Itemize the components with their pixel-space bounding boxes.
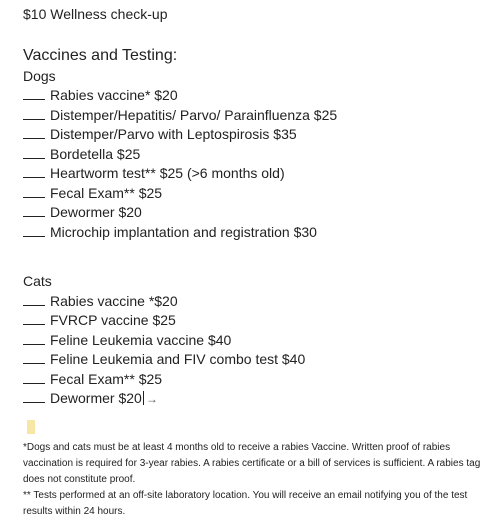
list-item-cat: [23, 389, 493, 409]
list-item-dog: [23, 106, 493, 126]
dogs-heading: Dogs: [23, 67, 56, 84]
list-item-dog: [23, 164, 493, 184]
list-item-dog: [23, 145, 493, 165]
blank-line: [23, 312, 45, 325]
list-item-dog: [23, 184, 493, 204]
spacer: [23, 242, 493, 272]
item-text: Dewormer $20: [50, 390, 142, 406]
item-text: Fecal Exam** $25: [50, 184, 163, 201]
comment-marker[interactable]: [27, 420, 35, 434]
blank-line: [23, 146, 45, 159]
item-text: Dewormer $20: [50, 204, 142, 220]
item-text: Microchip implantation and registration $30: [50, 223, 317, 240]
blank-line: [23, 293, 45, 306]
item-text: Distemper/Parvo with Leptospirosis $35: [50, 126, 297, 142]
blank-line: [23, 371, 45, 384]
item-text: Rabies vaccine* $20: [50, 87, 178, 103]
list-item-dog: [23, 223, 493, 243]
blank-line: [23, 390, 45, 403]
blank-line: [23, 351, 45, 364]
item-text: Feline Leukemia vaccine $40: [50, 331, 232, 348]
blank-line: [23, 332, 45, 345]
arrow-right-icon: →: [145, 392, 158, 406]
list-item-cat: [23, 370, 493, 390]
cats-heading: Cats: [23, 273, 52, 289]
list-item-cat: [23, 331, 493, 351]
list-item-cat: [23, 292, 493, 312]
item-text: Distemper/Hepatitis/ Parvo/ Parainfluenza $25: [50, 106, 338, 123]
item-text: Fecal Exam** $25: [50, 370, 163, 387]
blank-line: [23, 224, 45, 237]
footnote-rabies: *Dogs and cats must be at least 4 months old to receive a rabies Vaccine. Written proof of rabies vaccination is required for 3-year rabies. A rabies certificate or a bill of services is sufficient. A rabies tag does not constitute proof.: [23, 442, 481, 485]
blank-line: [23, 126, 45, 139]
wellness-line: $10 Wellness check-up: [23, 6, 168, 22]
blank-line: [23, 87, 45, 100]
blank-line: [23, 204, 45, 217]
blank-line: [23, 107, 45, 120]
text-cursor-icon: [143, 391, 144, 405]
item-text: Rabies vaccine *$20: [50, 292, 178, 309]
list-item-dog: [23, 203, 493, 223]
list-item-cat: [23, 311, 493, 331]
list-item-dog: [23, 86, 493, 106]
item-text: Bordetella $25: [50, 145, 141, 162]
footnotes: [23, 440, 485, 520]
list-item-cat: [23, 350, 493, 370]
document-body[interactable]: [23, 5, 493, 409]
blank-line: [23, 185, 45, 198]
footnote-lab-tests: ** Tests performed at an off-site laboratory location. You will receive an email notifying you of the test results within 24 hours.: [23, 490, 468, 517]
item-text: FVRCP vaccine $25: [50, 312, 176, 328]
blank-line: [23, 165, 45, 178]
section-title: Vaccines and Testing:: [23, 46, 178, 64]
item-text: Feline Leukemia and FIV combo test $40: [50, 351, 306, 367]
item-text: Heartworm test** $25 (>6 months old): [50, 165, 285, 181]
list-item-dog: [23, 125, 493, 145]
